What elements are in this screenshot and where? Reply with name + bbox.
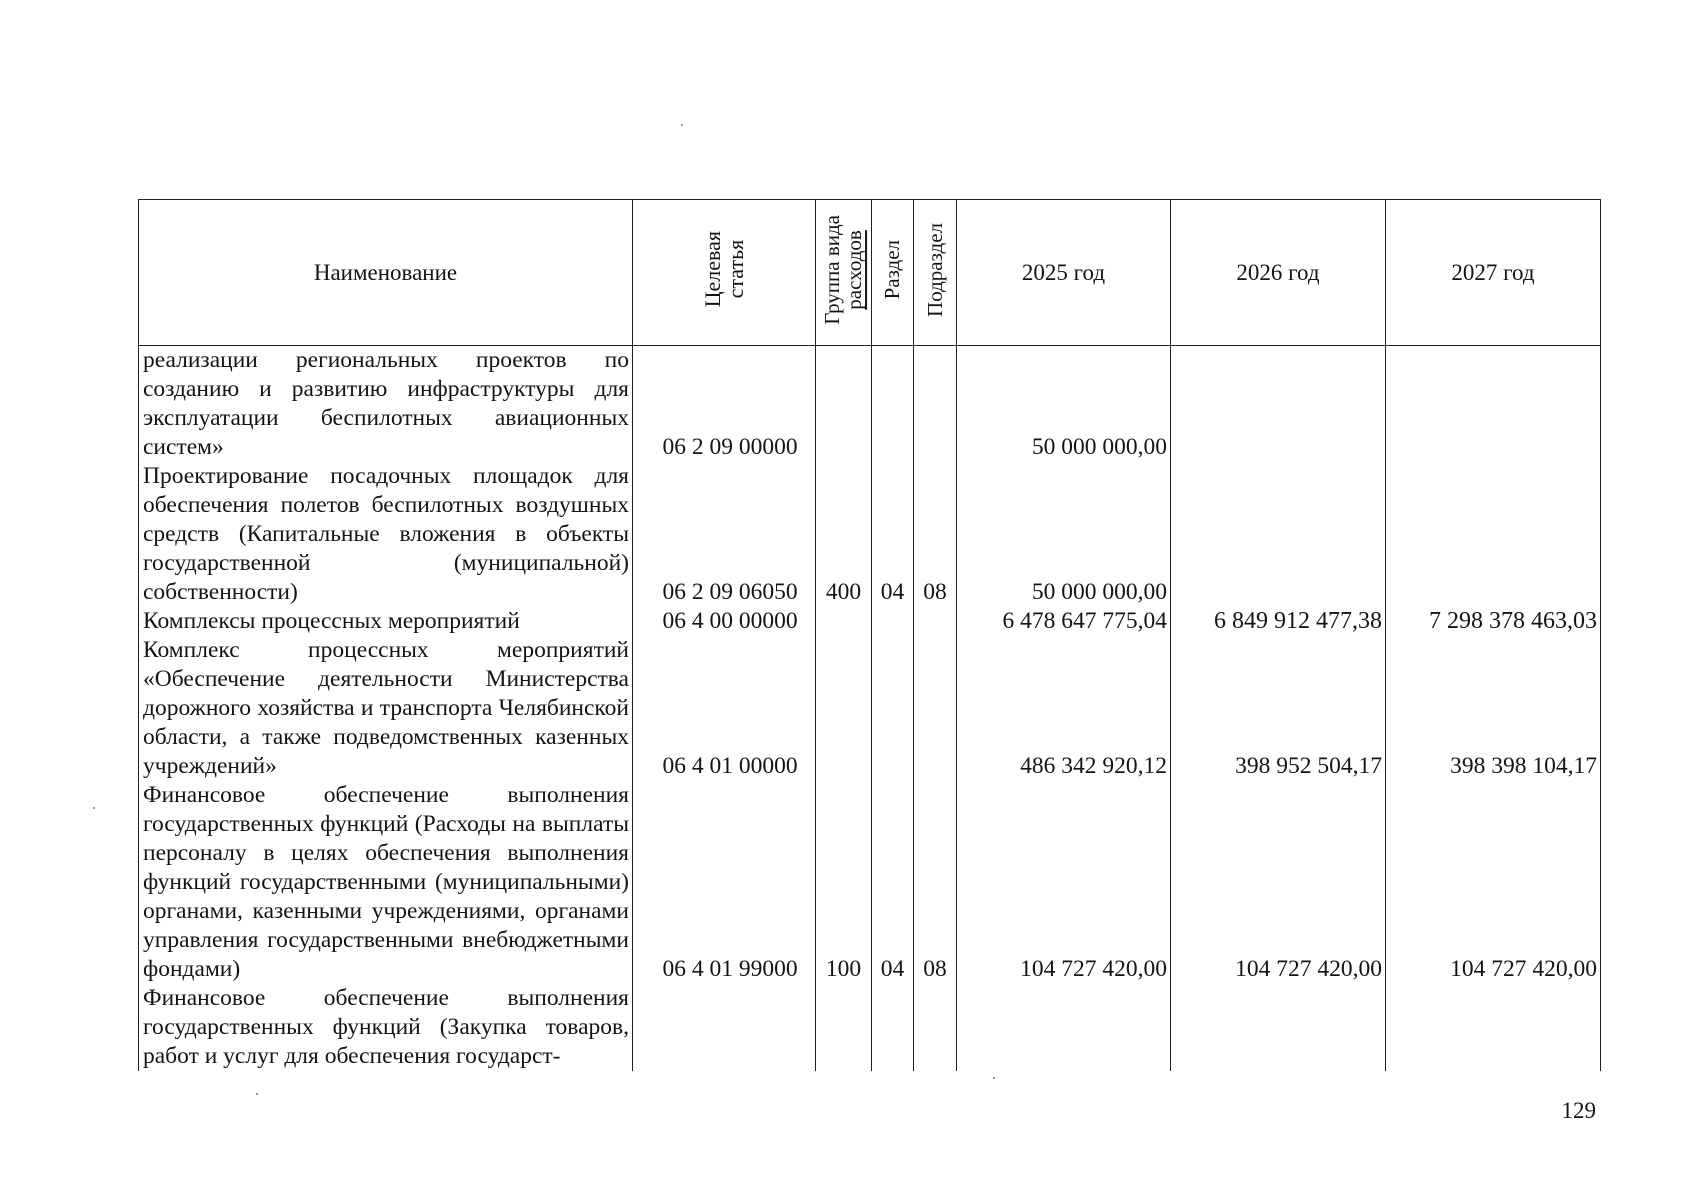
- header-code: [633, 200, 816, 346]
- header-section: [872, 200, 914, 346]
- table-row: [139, 346, 1601, 463]
- row-code: 06 4 00 00000: [633, 607, 816, 636]
- table-row: [139, 607, 1601, 636]
- row-group: 100: [816, 781, 872, 984]
- row-subsection: [914, 984, 957, 1071]
- row-section: [872, 346, 914, 463]
- row-name: Проектирование посадочных площадок для обеспечения полетов беспилотных воздушных средств (Капитальные вложения в объекты государственной (муниципальной) собственности): [139, 462, 633, 607]
- header-year-2026: 2026 год: [1171, 200, 1386, 346]
- row-subsection: 08: [914, 781, 957, 984]
- scan-speck: [93, 807, 95, 809]
- header-year-2027: 2027 год: [1386, 200, 1601, 346]
- row-amount-2025: 486 342 920,12: [957, 636, 1171, 781]
- row-name: Финансовое обеспечение выполнения государственных функций (Расходы на выплаты персоналу в целях обеспечения выполнения функций государственными (муниципальными) органами, казенными учреждениями, органами управления государственными внебюджетными фондами): [139, 781, 633, 984]
- row-amount-2025: [957, 984, 1171, 1071]
- row-amount-2027: [1386, 984, 1601, 1071]
- row-amount-2026: 398 952 504,17: [1171, 636, 1386, 781]
- row-amount-2027: 104 727 420,00: [1386, 781, 1601, 984]
- row-group: [816, 346, 872, 463]
- header-group: [816, 200, 872, 346]
- row-subsection: [914, 636, 957, 781]
- row-code: [633, 984, 816, 1071]
- row-section: [872, 607, 914, 636]
- scan-speck: [993, 1077, 995, 1079]
- header-section-label: Раздел: [880, 239, 905, 300]
- row-amount-2026: [1171, 462, 1386, 607]
- row-subsection: 08: [914, 462, 957, 607]
- table-row: [139, 781, 1601, 984]
- row-section: 04: [872, 781, 914, 984]
- row-name: Финансовое обеспечение выполнения государственных функций (Закупка товаров, работ и услуг для обеспечения государст-: [139, 984, 633, 1071]
- row-amount-2025: 6 478 647 775,04: [957, 607, 1171, 636]
- row-name: реализации региональных проектов по созданию и развитию инфраструктуры для эксплуатации беспилотных авиационных систем»: [139, 346, 633, 463]
- row-group: [816, 607, 872, 636]
- table-body: [139, 346, 1601, 1072]
- row-amount-2027: 7 298 378 463,03: [1386, 607, 1601, 636]
- row-amount-2025: 50 000 000,00: [957, 462, 1171, 607]
- row-section: [872, 636, 914, 781]
- row-section: 04: [872, 462, 914, 607]
- row-name: Комплексы процессных мероприятий: [139, 607, 633, 636]
- table-row: [139, 984, 1601, 1071]
- scan-speck: [681, 124, 683, 126]
- row-amount-2027: [1386, 462, 1601, 607]
- header-name: Наименование: [139, 200, 633, 346]
- row-code: 06 4 01 00000: [633, 636, 816, 781]
- row-code: 06 2 09 00000: [633, 346, 816, 463]
- scan-speck: [256, 1093, 258, 1095]
- row-section: [872, 984, 914, 1071]
- header-year-2025: 2025 год: [957, 200, 1171, 346]
- header-subsection-label: Подраздел: [922, 222, 947, 317]
- row-code: 06 2 09 06050: [633, 462, 816, 607]
- row-amount-2027: 398 398 104,17: [1386, 636, 1601, 781]
- row-amount-2026: [1171, 346, 1386, 463]
- row-group: [816, 636, 872, 781]
- row-amount-2025: 104 727 420,00: [957, 781, 1171, 984]
- page-number: 129: [1561, 1098, 1596, 1123]
- row-amount-2025: 50 000 000,00: [957, 346, 1171, 463]
- row-amount-2026: [1171, 984, 1386, 1071]
- row-name: Комплекс процессных мероприятий «Обеспечение деятельности Министерства дорожного хозяйства и транспорта Челябинской области, а также подведомственных казенных учреждений»: [139, 636, 633, 781]
- row-amount-2026: 6 849 912 477,38: [1171, 607, 1386, 636]
- row-group: [816, 984, 872, 1071]
- header-group-label: Группа вида расходов: [820, 214, 867, 325]
- row-subsection: [914, 346, 957, 463]
- header-subsection: [914, 200, 957, 346]
- budget-table: [138, 199, 1601, 1071]
- row-subsection: [914, 607, 957, 636]
- table-header: [139, 200, 1601, 346]
- table-row: [139, 462, 1601, 607]
- row-amount-2026: 104 727 420,00: [1171, 781, 1386, 984]
- row-group: 400: [816, 462, 872, 607]
- row-code: 06 4 01 99000: [633, 781, 816, 984]
- row-amount-2027: [1386, 346, 1601, 463]
- header-code-label: Целевая статья: [699, 231, 748, 308]
- table-row: [139, 636, 1601, 781]
